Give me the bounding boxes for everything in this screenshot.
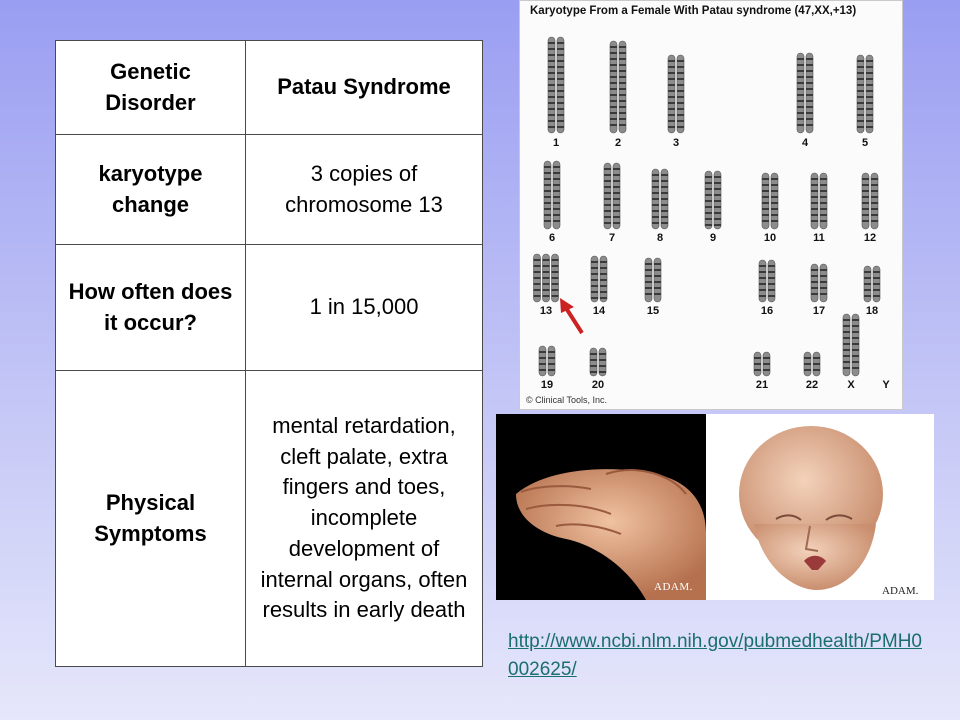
chromosome-1 [548,37,564,133]
chromosome-19 [539,346,555,376]
chromosome-12 [862,173,878,229]
chromosome-3 [668,55,684,133]
chromosome-20 [590,348,606,376]
pointer-arrow-icon [560,298,582,333]
chromosome-label: 10 [763,232,777,244]
chromosome-8 [652,169,668,229]
chromosome-label: 18 [865,305,879,317]
chromosome-label: Y [882,379,890,391]
karyotype-chromosomes [520,1,902,409]
chromosome-label: 22 [805,379,819,391]
karyotype-title: Karyotype From a Female With Patau syndrome (47,XX,+13) [530,5,857,17]
chromosome-label: 8 [656,232,664,244]
chromosome-label: 5 [861,137,869,149]
row-value: 3 copies of chromosome 13 [246,135,483,245]
table-row [56,245,483,371]
table-row [56,135,483,245]
hands-illustration [496,414,706,600]
hands-photo [496,414,706,600]
chromosome-17 [811,264,827,302]
chromosome-label: 3 [672,137,680,149]
chromosome-label: 19 [540,379,554,391]
face-illustration [706,414,934,600]
table-header-row [56,41,483,135]
row-label: karyotype change [56,135,246,245]
chromosome-X [843,314,859,376]
chromosome-4 [797,53,813,133]
chromosome-label: 15 [646,305,660,317]
chromosome-11 [811,173,827,229]
header-label: Genetic Disorder [56,41,246,135]
chromosome-label: 6 [548,232,556,244]
chromosome-21 [754,352,770,376]
chromosome-9 [705,171,721,229]
chromosome-label: 20 [591,379,605,391]
chromosome-15 [645,258,661,302]
karyotype-image [519,0,903,410]
chromosome-label: 2 [614,137,622,149]
chromosome-label: 12 [863,232,877,244]
face-credit: ADAM. [882,585,919,597]
chromosome-14 [591,256,607,302]
chromosome-label: 14 [592,305,606,317]
hands-credit: ADAM. [654,581,693,593]
chromosome-label: 4 [801,137,809,149]
chromosome-label: X [847,379,855,391]
chromosome-7 [604,163,620,229]
chromosome-label: 13 [539,305,553,317]
chromosome-6 [544,161,560,229]
chromosome-label: 7 [608,232,616,244]
source-link[interactable]: http://www.ncbi.nlm.nih.gov/pubmedhealth/PMH0002625/ [508,631,922,680]
row-value: 1 in 15,000 [246,245,483,371]
table-row [56,371,483,667]
chromosome-10 [762,173,778,229]
row-label: Physical Symptoms [56,371,246,667]
header-value: Patau Syndrome [246,41,483,135]
karyotype-credit: © Clinical Tools, Inc. [526,395,607,405]
chromosome-label: 21 [755,379,769,391]
chromosome-2 [610,41,626,133]
chromosome-13 [534,254,559,302]
chromosome-label: 9 [709,232,717,244]
chromosome-22 [804,352,820,376]
chromosome-label: 17 [812,305,826,317]
chromosome-18 [864,266,880,302]
chromosome-label: 11 [813,232,825,244]
chromosome-16 [759,260,775,302]
chromosome-label: 1 [552,137,560,149]
face-photo [706,414,934,600]
row-value: mental retardation, cleft palate, extra fingers and toes, incomplete development of internal organs, often results in early death [246,371,483,667]
chromosome-5 [857,55,873,133]
disorder-table [55,40,483,667]
chromosome-label: 16 [760,305,774,317]
row-label: How often does it occur? [56,245,246,371]
